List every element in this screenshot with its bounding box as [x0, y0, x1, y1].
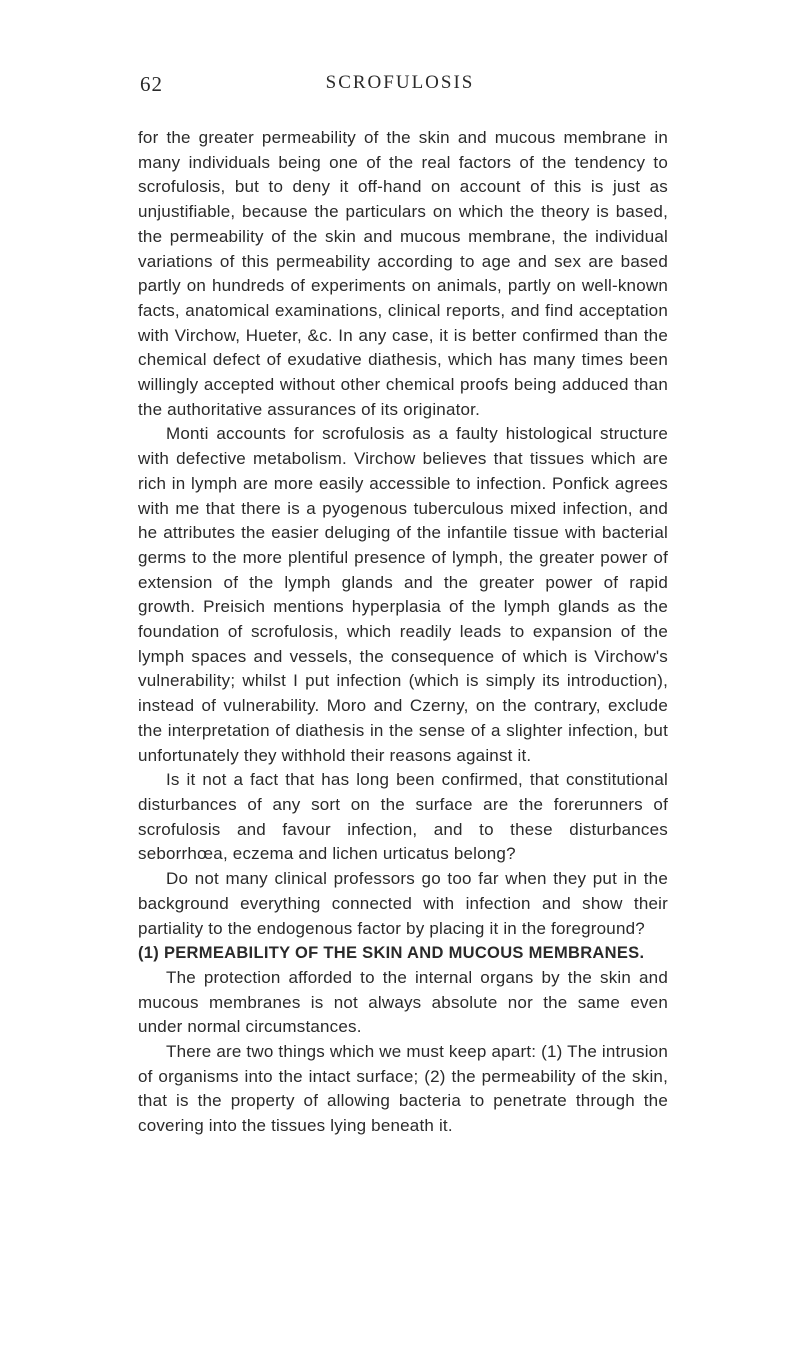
page-header: [0, 72, 800, 102]
paragraph: for the greater permeability of the skin and mucous membrane in many individuals being one of the real factors of the tendency to scrofulosis, but to deny it off-hand on account of this is just as unjustifiable, because the particulars on which the theory is based, the permeability of the skin and mucous membrane, the individual variations of this permeability according to age and sex are based partly on hundreds of experiments on animals, partly on well-known facts, anatomical examinations, clinical reports, and find acceptation with Virchow, Hueter, &c. In any case, it is better confirmed than the chemical defect of exudative diathesis, which has many times been willingly accepted without other chemical proofs being adduced than the authoritative assurances of its originator.: [138, 128, 668, 419]
paragraph: The protection afforded to the internal organs by the skin and mucous membranes is not always absolute nor the same even under normal circumstances.: [138, 967, 668, 1037]
body-text: [138, 126, 668, 1139]
section-heading: (1) PERMEABILITY OF THE SKIN AND MUCOUS MEMBRANES.: [138, 944, 645, 963]
paragraph: Do not many clinical professors go too far when they put in the background everything connected with infection and show their partiality to the endogenous factor by placing it in the foreground?: [138, 869, 668, 938]
paragraph: Is it not a fact that has long been confirmed, that constitutional disturbances of any sort on the surface are the forerunners of scrofulosis and favour infection, and to these disturbances seborrhœa, eczema and lichen urticatus belong?: [138, 770, 668, 864]
paragraph: Monti accounts for scrofulosis as a faulty histological structure with defective metabolism. Virchow believes that tissues which are rich in lymph are more easily accessible to infection. Ponfick agrees with me that there is a pyogenous tuberculous mixed infection, and he attributes the easier deluging of the infantile tissue with bacterial germs to the more plentiful presence of lymph, the greater power of extension of the lymph glands and the greater power of rapid growth. Preisich mentions hyperplasia of the lymph glands as the foundation of scrofulosis, which readily leads to expansion of the lymph spaces and vessels, the consequence of which is Virchow's vulnerability; whilst I put infection (which is simply its introduction), instead of vulnerability. Moro and Czerny, on the contrary, exclude the interpretation of diathesis in the sense of a slighter infection, but unfortunately they withhold their reasons against it.: [138, 424, 668, 765]
page-number: 62: [140, 72, 163, 96]
paragraph: There are two things which we must keep apart: (1) The intrusion of organisms into the intact surface; (2) the permeability of the skin, that is the property of allowing bacteria to penetrate through the covering into the tissues lying beneath it.: [138, 1042, 668, 1136]
running-title: SCROFULOSIS: [325, 72, 475, 93]
